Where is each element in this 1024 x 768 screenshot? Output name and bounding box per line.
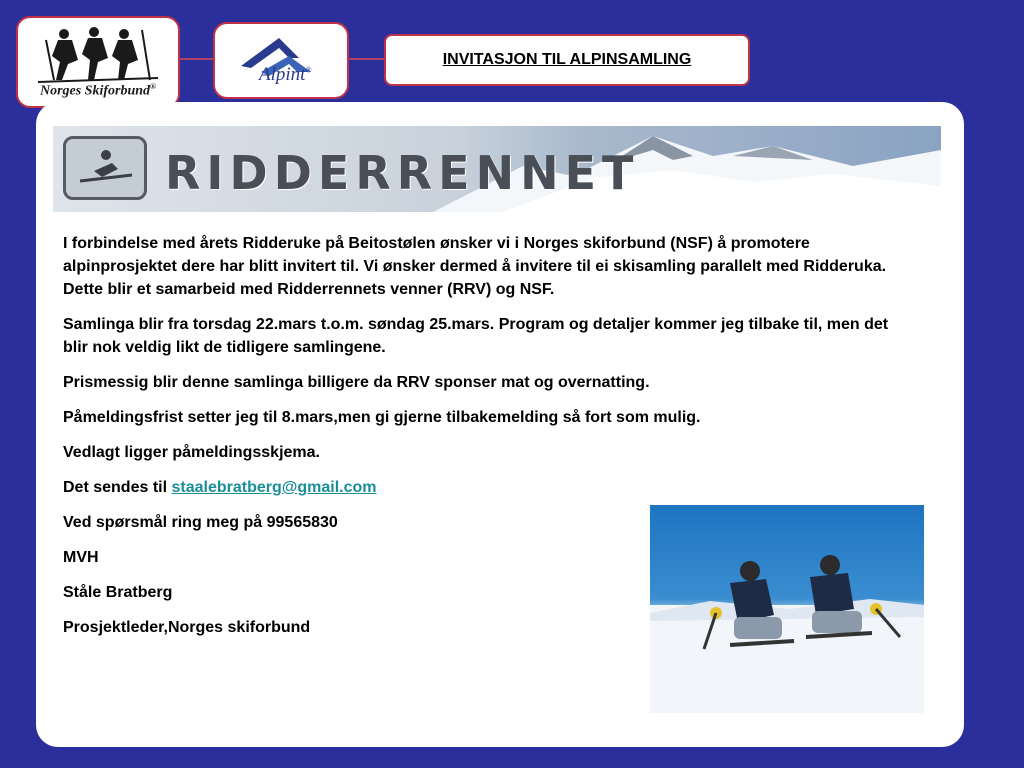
sit-skiers-illustration — [650, 505, 924, 713]
send-to-line — [63, 476, 893, 499]
sit-skier-icon — [66, 139, 144, 197]
paragraph-price: Prismessig blir denne samlinga billigere da RRV sponser mat og overnatting. — [63, 374, 650, 391]
phone-line: Ved spørsmål ring meg på 99565830 — [63, 514, 338, 531]
paragraph-attachment: Vedlagt ligger påmeldingsskjema. — [63, 444, 320, 461]
paragraph-intro: I forbindelse med årets Ridderuke på Beitostølen ønsker vi i Norges skiforbund (NSF) å promotere alpinprosjektet dere har blitt invitert til. Vi ønsker dermed å invitere til ei skisamling parallelt med Ridderuka. Dette blir et samarbeid med Ridderrennets venner (RRV) og NSF. — [63, 235, 887, 298]
alpint-logo-text: Alpint® — [259, 64, 312, 85]
signature-name: Ståle Bratberg — [63, 584, 173, 601]
paragraph-deadline: Påmeldingsfrist setter jeg til 8.mars,men gi gjerne tilbakemelding så fort som mulig. — [63, 409, 701, 426]
norges-skiforbund-logo — [16, 16, 180, 108]
send-prefix: Det sendes til — [63, 479, 172, 496]
paragraph-dates: Samlinga blir fra torsdag 22.mars t.o.m. søndag 25.mars. Program og detaljer kommer jeg tilbake til, men det blir nok veldig likt de tidligere samlingene. — [63, 316, 889, 356]
title-box — [384, 34, 750, 86]
nsf-logo-text: Norges Skiforbund® — [39, 82, 157, 99]
banner-title: RIDDERRENNET — [165, 146, 640, 200]
ridderrennet-banner — [53, 126, 941, 212]
sit-skiers-photo — [650, 505, 924, 713]
alpint-logo — [213, 22, 349, 99]
email-link[interactable]: staalebratberg@gmail.com — [171, 479, 377, 496]
page-title: INVITASJON TIL ALPINSAMLING — [442, 51, 692, 68]
closing: MVH — [63, 549, 99, 566]
ridderrennet-emblem — [63, 136, 147, 200]
signature-role: Prosjektleder,Norges skiforbund — [63, 619, 311, 636]
skiers-emblem-icon — [18, 20, 178, 90]
header-connector-right — [349, 58, 385, 60]
header-connector-left — [180, 58, 214, 60]
